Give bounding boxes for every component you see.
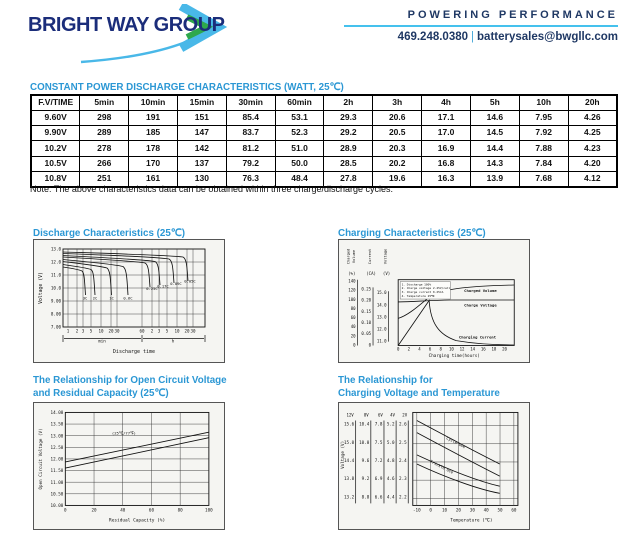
tick-label: 9.00 bbox=[50, 298, 61, 304]
scale-4v bbox=[387, 422, 395, 500]
header-rule bbox=[344, 25, 618, 27]
voltage-ticks bbox=[377, 290, 387, 343]
ocv-chart-title bbox=[33, 374, 227, 400]
gridlines bbox=[63, 249, 205, 327]
tick-label: 0.09C bbox=[170, 281, 182, 286]
table-cell: 20h bbox=[568, 95, 617, 111]
tick-label: 11.00 bbox=[50, 479, 64, 485]
table-cell: 19.6 bbox=[373, 171, 422, 187]
table-row bbox=[31, 141, 617, 156]
tick-label: (%) bbox=[348, 270, 356, 276]
contact-line bbox=[344, 31, 618, 43]
tick-label: 2.6 bbox=[399, 421, 407, 427]
table-cell: 29.3 bbox=[324, 111, 373, 126]
table-cell: 4.25 bbox=[568, 126, 617, 141]
tick-label: 8V bbox=[363, 412, 369, 418]
axis-name-charged: Charged bbox=[346, 248, 351, 265]
tick-label: 10.0 bbox=[50, 285, 61, 291]
axis-name-current: Current bbox=[368, 248, 373, 265]
table-cell: 16.3 bbox=[422, 171, 471, 187]
logo-text: BRIGHT WAY GROUP bbox=[28, 14, 225, 36]
table-cell: 147 bbox=[177, 126, 226, 141]
tick-label: 3 bbox=[81, 328, 85, 334]
table-cell: 10h bbox=[519, 95, 568, 111]
table-cell: 7.92 bbox=[519, 126, 568, 141]
table-cell: 14.4 bbox=[470, 141, 519, 156]
y-axis-ticks bbox=[51, 410, 64, 508]
table-cell: 14.3 bbox=[470, 156, 519, 171]
tick-label: 4.8 bbox=[386, 457, 395, 463]
tick-label: Trickle Use bbox=[429, 458, 455, 475]
tick-label: 8.8 bbox=[361, 494, 370, 500]
table-cell: 15min bbox=[177, 95, 226, 111]
cvt-chart bbox=[338, 402, 530, 530]
tick-label: 0 bbox=[429, 507, 432, 513]
tick-label: 4V bbox=[390, 412, 395, 418]
table-cell: 7.95 bbox=[519, 111, 568, 126]
charging-chart bbox=[338, 239, 530, 363]
tick-label: 7.5 bbox=[374, 439, 383, 445]
table-cell: 48.4 bbox=[275, 171, 324, 187]
table-cell: 9.90V bbox=[31, 126, 80, 141]
table-cell: 79.2 bbox=[226, 156, 275, 171]
tick-label: 50 bbox=[497, 507, 503, 513]
tick-label: 30 bbox=[469, 507, 475, 513]
tick-label: 4. Temperature 25℃ bbox=[401, 293, 435, 298]
current-ticks bbox=[361, 286, 371, 347]
table-row bbox=[31, 156, 617, 171]
tick-label: 40 bbox=[483, 507, 489, 513]
cvt-chart-title bbox=[338, 374, 500, 400]
tick-label: 20 bbox=[184, 328, 190, 334]
table-cell: 14.5 bbox=[470, 126, 519, 141]
tick-label: 0.25C bbox=[146, 286, 158, 291]
tick-label: 1 bbox=[66, 328, 70, 334]
tick-label: 3. Charge current 0.25CA bbox=[401, 290, 444, 295]
tick-label: 60 bbox=[139, 328, 145, 334]
table-cell: 4h bbox=[422, 95, 471, 111]
table-cell: 76.3 bbox=[226, 171, 275, 187]
table-cell: 28.9 bbox=[324, 141, 373, 156]
tick-label: 4.4 bbox=[386, 494, 395, 500]
tick-label: Charged Volume bbox=[464, 287, 497, 293]
tick-label: 10.00 bbox=[50, 503, 64, 509]
tick-label: -10 bbox=[412, 507, 421, 513]
tick-label: 10.4 bbox=[359, 421, 370, 427]
tick-label: 7.2 bbox=[374, 457, 383, 463]
table-cell: 50.0 bbox=[275, 156, 324, 171]
x-axis-ticks bbox=[67, 329, 196, 334]
tick-label: 80 bbox=[350, 305, 356, 311]
tick-label: 10.50 bbox=[50, 491, 64, 497]
discharge-chart bbox=[33, 239, 225, 363]
tick-label: 7.00 bbox=[50, 324, 61, 330]
time-unit-brackets bbox=[63, 335, 205, 342]
table-cell: 16.8 bbox=[422, 156, 471, 171]
tick-label: 0.10 bbox=[361, 319, 372, 325]
table-cell: 20.2 bbox=[373, 156, 422, 171]
tick-label: 15.0 bbox=[343, 439, 355, 445]
table-cell: 60min bbox=[275, 95, 324, 111]
table-cell: 29.2 bbox=[324, 126, 373, 141]
tick-label: 2V bbox=[402, 412, 408, 418]
tick-label: Cycle Use bbox=[445, 435, 467, 450]
tick-label: 120 bbox=[348, 287, 356, 293]
table-cell: 4.12 bbox=[568, 171, 617, 187]
table-cell: 185 bbox=[129, 126, 178, 141]
tick-label: 60 bbox=[511, 507, 517, 513]
tick-label: 0 bbox=[368, 342, 372, 348]
tick-label: 2C bbox=[92, 295, 98, 301]
ocv-lines bbox=[65, 432, 209, 468]
tick-label: 12V bbox=[346, 412, 354, 418]
table-cell: 9.60V bbox=[31, 111, 80, 126]
tick-label: 0.6C bbox=[123, 295, 133, 301]
tick-label: 0.05C bbox=[184, 278, 196, 284]
x-axis-label: Residual Capacity (%) bbox=[109, 518, 166, 524]
tick-label: 8.00 bbox=[50, 311, 61, 317]
tick-label: min bbox=[98, 338, 106, 344]
tick-label: 5.0 bbox=[386, 439, 395, 445]
table-cell: 52.3 bbox=[275, 126, 324, 141]
tick-label: 8 bbox=[439, 346, 442, 352]
x-axis-ticks bbox=[413, 508, 517, 513]
time-unit-labels bbox=[98, 339, 175, 344]
tick-label: 60 bbox=[148, 507, 155, 513]
table-note: Note: The above characteristics data can be obtained within three charge/discharge cycles. bbox=[30, 184, 394, 194]
tick-label: 0.05 bbox=[361, 331, 372, 337]
tick-label: 0 bbox=[64, 507, 67, 513]
tick-label: 16 bbox=[480, 346, 486, 352]
tick-label: 13.0 bbox=[50, 246, 61, 252]
tick-label: 1. Discharge 100% bbox=[401, 282, 432, 287]
tick-label: 4.6 bbox=[386, 476, 395, 482]
tick-label: 15.6 bbox=[343, 421, 355, 427]
scale-8v bbox=[359, 422, 370, 500]
x-axis-label: Charging time(hours) bbox=[428, 354, 480, 359]
tick-label: 10 bbox=[441, 507, 448, 513]
tick-label: 0.25 bbox=[361, 286, 372, 292]
table-cell: 13.9 bbox=[470, 171, 519, 187]
ocv-upper-line bbox=[65, 432, 209, 462]
tick-label: 100 bbox=[205, 507, 213, 513]
curve-labels bbox=[429, 435, 467, 474]
table-cell: 10.5V bbox=[31, 156, 80, 171]
tick-label: 12 bbox=[459, 346, 465, 352]
table-cell: 17.1 bbox=[422, 111, 471, 126]
x-axis-label: Temperature (℃) bbox=[450, 518, 493, 524]
tick-label: 0 bbox=[353, 342, 356, 348]
tick-label: 2 bbox=[150, 328, 154, 334]
table-cell: 14.6 bbox=[470, 111, 519, 126]
tick-label: 13.2 bbox=[343, 494, 355, 500]
table-cell: 27.8 bbox=[324, 171, 373, 187]
curve-0p6c bbox=[63, 260, 128, 296]
tick-label: 3C bbox=[82, 295, 88, 301]
tick-label: 12.50 bbox=[50, 444, 64, 450]
tick-label: 80 bbox=[177, 507, 183, 513]
logo bbox=[26, 4, 246, 64]
table-cell: 20.6 bbox=[373, 111, 422, 126]
tick-label: 6.6 bbox=[374, 494, 383, 500]
y-axis-label: Open Circuit Voltage (V) bbox=[38, 428, 44, 490]
tick-label: 12.0 bbox=[50, 259, 61, 265]
tick-label: 12.0 bbox=[376, 326, 387, 332]
tick-label: 14 bbox=[470, 346, 476, 352]
tick-label: 5 bbox=[165, 328, 169, 334]
tick-label: 40 bbox=[120, 507, 126, 513]
table-cell: 142 bbox=[177, 141, 226, 156]
axis-name-volume: Volume bbox=[352, 249, 357, 264]
tick-label: 5.2 bbox=[386, 421, 395, 427]
table-cell: 5h bbox=[470, 95, 519, 111]
tick-label: 20 bbox=[455, 507, 461, 513]
tick-label: 18 bbox=[491, 346, 497, 352]
x-axis-ticks bbox=[64, 508, 213, 513]
table-row bbox=[31, 111, 617, 126]
tick-label: 15.0 bbox=[376, 290, 387, 296]
table-cell: 161 bbox=[129, 171, 178, 187]
tick-label: 30 bbox=[190, 328, 196, 334]
tick-label: 60 bbox=[350, 315, 356, 321]
table-cell: 7.88 bbox=[519, 141, 568, 156]
table-cell: 4.20 bbox=[568, 156, 617, 171]
table-cell: 83.7 bbox=[226, 126, 275, 141]
table-cell: 10min bbox=[129, 95, 178, 111]
tick-label: 12.00 bbox=[50, 456, 64, 462]
table-cell: 51.0 bbox=[275, 141, 324, 156]
table-cell: 7.84 bbox=[519, 156, 568, 171]
tick-label: 0.15 bbox=[361, 308, 372, 314]
tick-label: 5 bbox=[89, 328, 93, 334]
table-cell: 278 bbox=[80, 141, 129, 156]
scale-2v bbox=[399, 422, 407, 500]
tick-label: 4 bbox=[418, 346, 421, 352]
table-cell: 85.4 bbox=[226, 111, 275, 126]
table-cell: 17.0 bbox=[422, 126, 471, 141]
y-axis-label: Voltage (V) bbox=[340, 440, 346, 469]
charging-chart-title: Charging Characteristics (25℃) bbox=[338, 228, 486, 239]
tick-label: 2. Charge voltage 2.45V/cell bbox=[401, 286, 451, 291]
table-cell: 4.23 bbox=[568, 141, 617, 156]
tick-label: 13.8 bbox=[343, 476, 355, 482]
tick-label: 6V bbox=[378, 412, 383, 418]
table-cell: 20.3 bbox=[373, 141, 422, 156]
ocv-title-line1: The Relationship for Open Circuit Voltage bbox=[33, 375, 227, 386]
table-cell: 20.5 bbox=[373, 126, 422, 141]
tick-label: 2 bbox=[75, 328, 79, 334]
ocv-title-line2: and Residual Capacity (25℃) bbox=[33, 388, 169, 400]
volume-ticks bbox=[348, 279, 356, 348]
tick-label: 11.0 bbox=[50, 272, 61, 278]
tick-label: 20 bbox=[91, 507, 97, 513]
tick-label: 14.0 bbox=[376, 302, 387, 308]
discharge-curves bbox=[63, 252, 188, 295]
tick-label: 13.0 bbox=[376, 314, 387, 320]
gridlines bbox=[65, 412, 209, 505]
table-cell: 289 bbox=[80, 126, 129, 141]
x-axis-ticks bbox=[397, 346, 508, 351]
tick-label: 30 bbox=[114, 328, 120, 334]
cvt-title-line1: The Relationship for bbox=[338, 375, 433, 386]
tick-label: 2.3 bbox=[399, 476, 407, 482]
table-cell: 30min bbox=[226, 95, 275, 111]
table-cell: 7.68 bbox=[519, 171, 568, 187]
cvt-title-line2: Charging Voltage and Temperature bbox=[338, 388, 500, 400]
tick-label: 13.00 bbox=[50, 433, 64, 439]
table-cell: 4.26 bbox=[568, 111, 617, 126]
tick-label: h bbox=[171, 338, 175, 344]
curve-0p25c bbox=[63, 257, 150, 287]
tick-label: Charge Voltage bbox=[464, 302, 497, 308]
tick-label: 7.8 bbox=[374, 421, 383, 427]
tick-label: 14.4 bbox=[343, 457, 355, 463]
curve-3c bbox=[63, 267, 86, 295]
tick-label: 6.9 bbox=[374, 476, 383, 482]
tick-label: 0 bbox=[396, 346, 400, 352]
y-axis-ticks bbox=[51, 247, 62, 330]
table-cell: 151 bbox=[177, 111, 226, 126]
charging-current-curve bbox=[398, 300, 514, 345]
table-cell: 170 bbox=[129, 156, 178, 171]
ocv-chart bbox=[33, 402, 225, 530]
tick-label: 3 bbox=[157, 328, 161, 334]
table-cell: 28.5 bbox=[324, 156, 373, 171]
tick-label: 9.6 bbox=[361, 457, 370, 463]
curve-1c bbox=[63, 262, 112, 296]
x-axis-label: Discharge time bbox=[112, 349, 156, 355]
tick-label: 11.0 bbox=[376, 338, 387, 344]
discharge-chart-title: Discharge Characteristics (25℃) bbox=[33, 228, 186, 239]
tick-label: 6 bbox=[428, 346, 432, 352]
table-cell: 298 bbox=[80, 111, 129, 126]
table-cell: 81.2 bbox=[226, 141, 275, 156]
email-text: batterysales@bwgllc.com bbox=[477, 31, 618, 43]
temperature-annotation: (25℃/77℉) bbox=[111, 430, 136, 436]
table-cell: 178 bbox=[129, 141, 178, 156]
tick-label: 2.5 bbox=[399, 439, 407, 445]
tick-label: 140 bbox=[348, 278, 356, 284]
charge-voltage-curve bbox=[398, 300, 514, 302]
tick-label: 2.4 bbox=[399, 457, 407, 463]
tick-label: 0.20 bbox=[361, 297, 372, 303]
tick-label: Charging Current bbox=[458, 334, 497, 340]
phone-text: 469.248.0380 bbox=[397, 31, 469, 43]
tick-label: 13.50 bbox=[50, 421, 64, 427]
y-axis-label: Voltage (V) bbox=[39, 272, 44, 304]
header-right bbox=[344, 9, 618, 43]
tick-label: 10 bbox=[174, 328, 180, 334]
table-header-row bbox=[31, 95, 617, 111]
table-row bbox=[31, 126, 617, 141]
tick-label: 9.2 bbox=[361, 476, 370, 482]
tick-label: 20 bbox=[350, 333, 356, 339]
table-cell: 137 bbox=[177, 156, 226, 171]
tagline: POWERING PERFORMANCE bbox=[407, 9, 618, 21]
table-cell: 266 bbox=[80, 156, 129, 171]
scale-6v bbox=[375, 422, 383, 500]
scale-headers bbox=[346, 412, 407, 417]
tick-label: 20 bbox=[108, 328, 114, 334]
table-cell: 10.2V bbox=[31, 141, 80, 156]
tick-label: 11.50 bbox=[50, 468, 64, 474]
scale-12v bbox=[344, 422, 355, 500]
table-cell: 16.9 bbox=[422, 141, 471, 156]
tick-label: 20 bbox=[502, 346, 508, 352]
table-title: CONSTANT POWER DISCHARGE CHARACTERISTICS (WATT, 25℃) bbox=[30, 82, 344, 93]
tick-label: 10 bbox=[98, 328, 104, 334]
separator: | bbox=[471, 31, 475, 43]
tick-label: 14.00 bbox=[50, 410, 64, 416]
table-cell: 191 bbox=[129, 111, 178, 126]
curve-labels bbox=[83, 279, 196, 301]
table-cell: 130 bbox=[177, 171, 226, 187]
table-cell: 3h bbox=[373, 95, 422, 111]
table-cell: 10.8V bbox=[31, 171, 80, 187]
table-cell: 2h bbox=[324, 95, 373, 111]
table-cell: 251 bbox=[80, 171, 129, 187]
constant-power-table bbox=[30, 94, 618, 188]
ocv-lower-line bbox=[65, 438, 209, 468]
tick-label: 1C bbox=[109, 295, 114, 301]
tick-label: 10.0 bbox=[359, 439, 370, 445]
axis-units bbox=[348, 271, 390, 276]
tick-label: 40 bbox=[350, 324, 356, 330]
tick-label: 2.2 bbox=[399, 494, 407, 500]
table-cell: F.V/TIME bbox=[31, 95, 80, 111]
tick-label: 0.17C bbox=[157, 283, 169, 289]
table-cell: 53.1 bbox=[275, 111, 324, 126]
tick-label: 100 bbox=[348, 296, 356, 302]
table-body bbox=[31, 111, 617, 187]
curve-labels bbox=[459, 288, 497, 340]
axis-name-voltage: Voltage bbox=[383, 248, 388, 265]
tick-label: (V) bbox=[382, 270, 391, 276]
tick-label: 2 bbox=[407, 346, 411, 352]
table-cell: 5min bbox=[80, 95, 129, 111]
tick-label: 10 bbox=[448, 346, 454, 352]
tick-label: (CA) bbox=[366, 270, 376, 276]
